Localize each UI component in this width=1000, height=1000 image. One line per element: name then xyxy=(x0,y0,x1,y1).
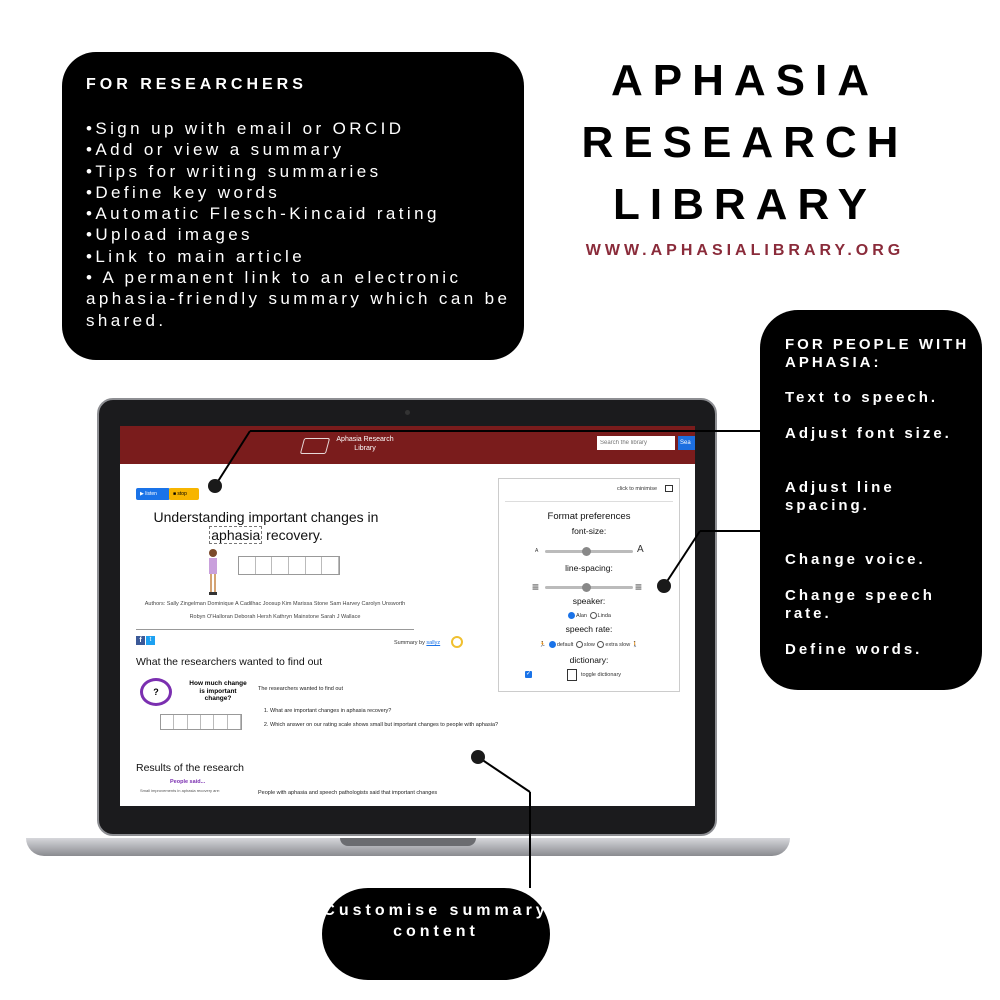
minimise-link[interactable]: click to minimise xyxy=(617,486,658,492)
article-title xyxy=(146,508,386,544)
line-spacing-tight-icon: ≡ xyxy=(532,580,540,594)
rating-cell xyxy=(289,557,306,574)
search-button[interactable]: Sea xyxy=(678,436,695,450)
people-said-label: People said... xyxy=(170,779,206,785)
aphasia-feature-item: Text to speech. xyxy=(785,389,939,406)
running-icon: 🏃 xyxy=(539,641,547,648)
rating-scale-image xyxy=(160,714,242,730)
researchers-feature-item: •Add or view a summary xyxy=(86,140,345,160)
customise-box xyxy=(322,888,550,980)
summary-by-label: Summary by xyxy=(394,640,425,646)
question-item: 2. Which answer on our rating scale shows small but important changes to people with aphasia? xyxy=(270,718,510,732)
font-size-label: font-size: xyxy=(571,526,607,536)
rating-cell xyxy=(201,715,214,729)
small-improvements-label: Small improvements in aphasia recovery are: xyxy=(140,788,221,793)
researchers-feature-item: • A permanent link to an electronic aphasia-friendly summary which can be shared. xyxy=(86,268,519,330)
rate-radio-extra-slow[interactable] xyxy=(597,641,604,648)
researchers-feature-box xyxy=(62,52,524,360)
summary-by xyxy=(394,640,440,646)
aphasia-feature-item: Define words. xyxy=(785,641,923,658)
customise-label: Customise summary content xyxy=(323,902,549,940)
person-illustration xyxy=(206,548,220,596)
researchers-feature-item: •Automatic Flesch-Kincaid rating xyxy=(86,204,440,224)
rating-cell xyxy=(256,557,273,574)
rating-cell xyxy=(214,715,227,729)
aphasia-feature-box xyxy=(760,310,982,690)
brand-title-line: RESEARCH xyxy=(581,118,909,167)
aphasia-feature-item: Adjust font size. xyxy=(785,425,952,442)
divider xyxy=(505,501,673,502)
aphasia-feature-item: Change voice. xyxy=(785,551,926,568)
question-intro: The researchers wanted to find out xyxy=(258,686,343,692)
summary-author-link[interactable]: sallyz xyxy=(426,640,441,646)
speaker-label: speaker: xyxy=(572,596,606,606)
toggle-dictionary[interactable]: toggle dictionary xyxy=(581,672,622,678)
rate-option-label: default xyxy=(556,641,574,648)
rating-cell xyxy=(174,715,187,729)
speaker-option-label: Linda xyxy=(597,612,611,619)
researchers-feature-item: •Sign up with email or ORCID xyxy=(86,119,405,138)
section-heading: What the researchers wanted to find out xyxy=(136,656,323,668)
line-spacing-wide-icon: ≡ xyxy=(635,580,643,594)
aphasia-feature-item: Change speech rate. xyxy=(785,587,935,622)
aphasia-title: FOR PEOPLE WITH APHASIA: xyxy=(785,336,970,371)
listen-button[interactable]: ▶ listen xyxy=(136,488,170,500)
brand-title xyxy=(560,50,930,236)
badge-icon xyxy=(451,636,463,648)
laptop-screen xyxy=(120,426,695,806)
format-preferences-panel xyxy=(498,478,680,692)
speaker-radio-linda[interactable] xyxy=(590,612,597,619)
article-title-text: Understanding important changes in xyxy=(153,509,379,525)
format-title: Format preferences xyxy=(547,511,631,522)
line-spacing-label: line-spacing: xyxy=(565,563,613,573)
question-item: 1. What are important changes in aphasia recovery? xyxy=(270,704,510,718)
speaker-radio-alan[interactable] xyxy=(568,612,575,619)
site-header xyxy=(120,426,695,464)
rating-scale-image xyxy=(238,556,340,575)
slider-knob[interactable] xyxy=(582,583,591,592)
brand-title-line: LIBRARY xyxy=(613,180,877,229)
authors: Authors: Sally Zingelman Dominique A Cadilhac Joosup Kim Marissa Stone Sam Harvey Carolyn Unsworth Robyn O'Halloran Deborah Hersh Kathryn Mainstone Sarah J Wallace xyxy=(144,601,406,620)
walking-icon: 🚶 xyxy=(631,641,639,648)
divider xyxy=(136,629,414,630)
speaker-options xyxy=(499,612,679,619)
rating-cell xyxy=(161,715,174,729)
rating-cell xyxy=(228,715,241,729)
researchers-feature-list xyxy=(86,118,526,331)
dictionary-label: dictionary: xyxy=(569,655,609,665)
aphasia-feature-item: Adjust line spacing. xyxy=(785,479,895,514)
rate-radio-default[interactable] xyxy=(549,641,556,648)
rate-option-label: slow xyxy=(583,641,595,648)
dictionary-checkbox[interactable]: ✓ xyxy=(525,671,532,677)
line-spacing-slider[interactable] xyxy=(545,586,633,589)
rate-option-label: extra slow xyxy=(605,641,631,648)
twitter-icon[interactable]: t xyxy=(146,636,155,645)
researchers-title: FOR RESEARCHERS xyxy=(86,76,307,93)
article-title-text: recovery. xyxy=(262,527,323,543)
slider-knob[interactable] xyxy=(582,547,591,556)
font-small-icon: A xyxy=(535,548,539,554)
question-icon: ? xyxy=(140,678,172,706)
book-logo-icon[interactable] xyxy=(300,438,330,454)
speech-rate-label: speech rate: xyxy=(565,624,613,634)
rating-cell xyxy=(322,557,339,574)
rating-cell xyxy=(306,557,323,574)
font-large-icon: A xyxy=(637,544,644,555)
researchers-feature-item: •Define key words xyxy=(86,182,281,202)
facebook-icon[interactable]: f xyxy=(136,636,145,645)
question-list xyxy=(262,704,510,732)
researchers-feature-item: •Tips for writing summaries xyxy=(86,161,382,181)
researchers-feature-item: •Upload images xyxy=(86,225,253,245)
results-text: People with aphasia and speech pathologists said that important changes xyxy=(258,790,438,796)
minimise-icon[interactable] xyxy=(665,485,673,492)
search-input[interactable] xyxy=(597,436,675,450)
section-heading: Results of the research xyxy=(136,762,244,774)
brand-block xyxy=(560,50,930,260)
site-name[interactable]: Aphasia Research Library xyxy=(336,436,394,452)
font-size-slider[interactable] xyxy=(545,550,633,553)
speaker-option-label: Alan xyxy=(575,612,587,619)
rate-radio-slow[interactable] xyxy=(576,641,583,648)
stop-button[interactable]: ■ stop xyxy=(169,488,199,500)
dictionary-book-icon xyxy=(567,669,577,681)
brand-url[interactable]: WWW.APHASIALIBRARY.ORG xyxy=(585,242,905,259)
speech-rate-options xyxy=(499,641,679,648)
rating-cell xyxy=(272,557,289,574)
rating-cell xyxy=(188,715,201,729)
defined-word[interactable]: aphasia xyxy=(211,527,261,543)
brand-title-line: APHASIA xyxy=(610,56,880,105)
researchers-feature-item: •Link to main article xyxy=(86,246,306,266)
question-image-text: How much change is important change? xyxy=(189,680,247,702)
rating-cell xyxy=(239,557,256,574)
camera-dot xyxy=(405,410,410,415)
laptop-notch xyxy=(340,838,476,846)
